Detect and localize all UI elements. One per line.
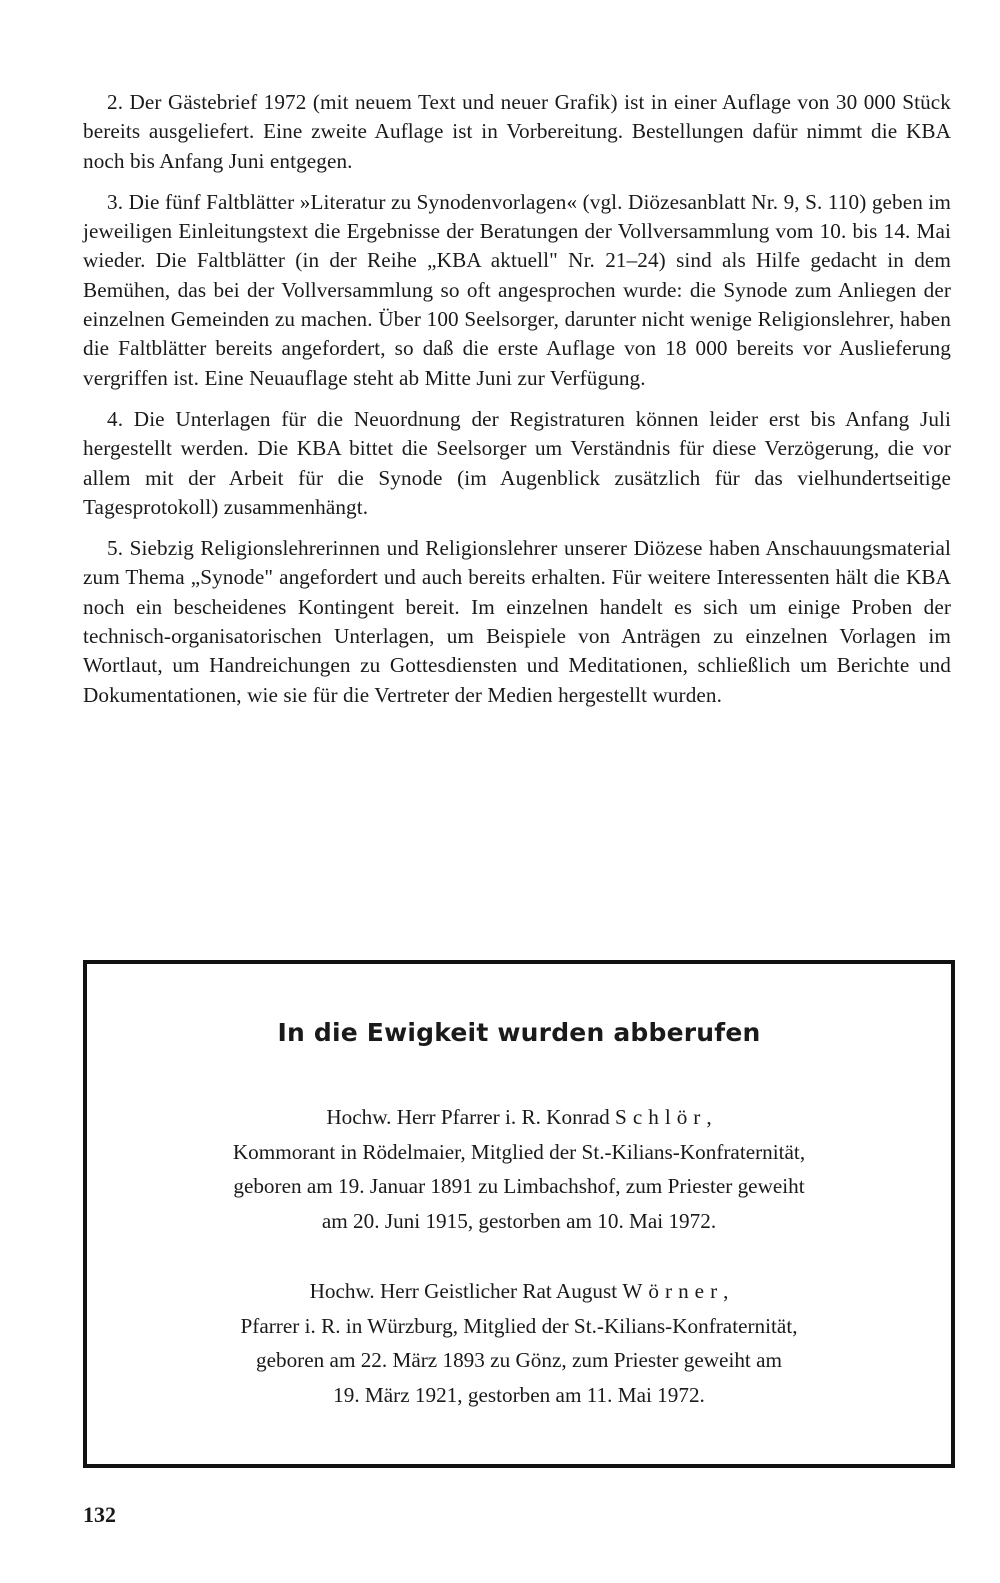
obituary-line: geboren am 19. Januar 1891 zu Limbachshof, zum Priester geweiht [233,1174,805,1198]
obituary-name-line [87,1274,951,1309]
obituary-line: am 20. Juni 1915, gestorben am 10. Mai 1972. [321,1208,717,1233]
obituary-line: Pfarrer i. R. in Würzburg, Mitglied der St.-Kilians-Konfraternität, [240,1313,798,1338]
obituary-surname: Schlör [615,1105,707,1129]
obituary-notice-box [83,960,955,1468]
body-text [83,88,951,722]
obituary-name-suffix: , [706,1105,712,1129]
obituary-name-prefix: Hochw. Herr Geistlicher Rat August [309,1279,623,1303]
paragraph-item-3: 3. Die fünf Faltblätter »Literatur zu Synodenvorlagen« (vgl. Diözesanblatt Nr. 9, S. 110) geben im jeweiligen Einleitungstext die Ergebnisse der Beratungen der Vollversammlung vom 10. bis 14. Mai wieder. Die Faltblätter (in der Reihe „KBA aktuell" Nr. 21–24) sind als Hilfe gedacht in dem Bemühen, das bei der Vollversammlung so oft angesprochen wurde: die Synode zum Anliegen der einzelnen Gemeinden zu machen. Über 100 Seelsorger, darunter nicht wenige Religionslehrer, haben die Faltblätter bereits angefordert, so daß die erste Auflage von 18 000 bereits vor Auslieferung vergriffen ist. Eine Neuauflage steht ab Mitte Juni zur Verfügung. [83,189,951,390]
obituary-name-line [87,1100,951,1135]
obituary-entry [87,1274,951,1412]
obituary-line: 19. März 1921, gestorben am 11. Mai 1972. [333,1382,705,1407]
page-number: 132 [83,1502,116,1527]
obituary-name-prefix: Hochw. Herr Pfarrer i. R. Konrad [326,1105,616,1129]
obituary-line: geboren am 22. März 1893 zu Gönz, zum Priester geweiht am [256,1348,782,1372]
obituary-surname: Wörner [622,1279,724,1303]
paragraph-item-4: 4. Die Unterlagen für die Neuordnung der Registraturen können leider erst bis Anfang Juli hergestellt werden. Die KBA bittet die Seelsorger um Verständnis für diese Verzögerung, die vor allem mit der Arbeit für die Synode (im Augenblick zusätzlich für das vielhundertseitige Tagesprotokoll) zusammenhängt. [83,406,951,519]
obituary-name-suffix: , [723,1279,729,1303]
obituary-line: Kommorant in Rödelmaier, Mitglied der St.-Kilians-Konfraternität, [232,1139,806,1164]
notice-title: In die Ewigkeit wurden abberufen [277,1018,761,1047]
paragraph-item-2: 2. Der Gästebrief 1972 (mit neuem Text und neuer Grafik) ist in einer Auflage von 30 000 Stück bereits ausgeliefert. Eine zweite Auflage ist in Vorbereitung. Bestellungen dafür nimmt die KBA noch bis Anfang Juni entgegen. [83,90,951,173]
obituary-entry [87,1100,951,1238]
paragraph-item-5: 5. Siebzig Religionslehrerinnen und Religionslehrer unserer Diözese haben Anschauungsmaterial zum Thema „Synode" angefordert und auch bereits erhalten. Für weitere Interessenten hält die KBA noch ein bescheidenes Kontingent bereit. Im einzelnen handelt es sich um einige Proben der technisch-organisatorischen Unterlagen, um Beispiele von Anträgen zu einzelnen Vorlagen im Wortlaut, um Handreichungen zu Gottesdiensten und Meditationen, schließlich um Berichte und Dokumentationen, wie sie für die Vertreter der Medien hergestellt wurden. [83,536,951,707]
